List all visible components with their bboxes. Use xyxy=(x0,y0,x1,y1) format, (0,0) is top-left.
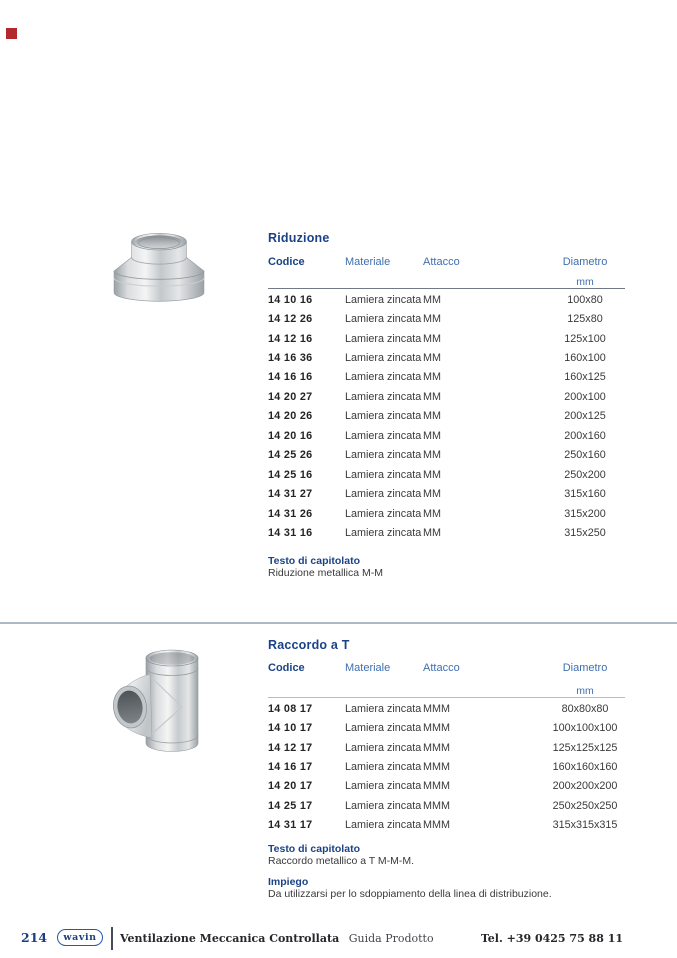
column-header-materiale: Materiale xyxy=(345,256,391,268)
cell-diametro: 200x200x200 xyxy=(552,780,618,793)
cell-attacco: MM xyxy=(423,507,441,520)
cell-attacco: MMM xyxy=(423,741,450,754)
cell-codice: 14 20 17 xyxy=(268,780,313,793)
cell-materiale: Lamiera zincata xyxy=(345,468,422,481)
cell-materiale: Lamiera zincata xyxy=(345,799,422,812)
cell-codice: 14 25 16 xyxy=(268,468,313,481)
spec-text: Riduzione metallica M-M xyxy=(268,567,383,579)
table-row xyxy=(268,777,625,796)
cell-codice: 14 31 26 xyxy=(268,507,313,520)
unit-label-mm: mm xyxy=(576,275,594,288)
cell-attacco: MMM xyxy=(423,702,450,715)
column-header-materiale: Materiale xyxy=(345,662,391,674)
cell-codice: 14 20 27 xyxy=(268,390,313,403)
cell-diametro: 250x160 xyxy=(564,449,606,462)
cell-codice: 14 12 17 xyxy=(268,741,313,754)
cell-diametro: 250x200 xyxy=(564,468,606,481)
cell-diametro: 250x250x250 xyxy=(552,799,618,812)
table-row xyxy=(268,329,625,348)
column-header-diametro: Diametro xyxy=(562,256,608,268)
cell-materiale: Lamiera zincata xyxy=(345,313,422,326)
cell-attacco: MM xyxy=(423,449,441,462)
footer-title-bold: Ventilazione Meccanica Controllata xyxy=(120,932,340,945)
column-header-diametro: Diametro xyxy=(562,662,608,674)
cell-diametro: 125x100 xyxy=(564,332,606,345)
cell-attacco: MM xyxy=(423,313,441,326)
section-divider xyxy=(0,622,677,624)
cell-attacco: MM xyxy=(423,488,441,501)
cell-materiale: Lamiera zincata xyxy=(345,741,422,754)
spec-text: Raccordo metallico a T M-M-M. xyxy=(268,855,415,867)
cell-materiale: Lamiera zincata xyxy=(345,702,422,715)
cell-materiale: Lamiera zincata xyxy=(345,819,422,832)
cell-diametro: 125x125x125 xyxy=(552,741,618,754)
cell-diametro: 315x160 xyxy=(564,488,606,501)
cell-codice: 14 31 17 xyxy=(268,819,313,832)
riduzione-table-body xyxy=(268,290,625,543)
cell-diametro: 200x160 xyxy=(564,429,606,442)
cell-diametro: 125x80 xyxy=(567,313,603,326)
footer-title-regular: Guida Prodotto xyxy=(348,932,434,945)
impiego-heading: Impiego xyxy=(268,876,309,888)
cell-materiale: Lamiera zincata xyxy=(345,722,422,735)
cell-diametro: 100x100x100 xyxy=(552,722,618,735)
cell-materiale: Lamiera zincata xyxy=(345,780,422,793)
riduzione-unit-row xyxy=(268,275,625,289)
cell-attacco: MM xyxy=(423,352,441,365)
raccordo-table-body xyxy=(268,699,625,835)
cell-attacco: MM xyxy=(423,468,441,481)
cell-codice: 14 16 17 xyxy=(268,761,313,774)
cell-codice: 14 25 17 xyxy=(268,799,313,812)
cell-codice: 14 16 16 xyxy=(268,371,313,384)
cell-diametro: 315x200 xyxy=(564,507,606,520)
cell-diametro: 160x160x160 xyxy=(552,761,618,774)
table-row xyxy=(268,426,625,445)
cell-materiale: Lamiera zincata xyxy=(345,526,422,539)
cell-codice: 14 31 27 xyxy=(268,488,313,501)
cell-attacco: MMM xyxy=(423,761,450,774)
spec-heading: Testo di capitolato xyxy=(268,555,360,567)
cell-diametro: 160x125 xyxy=(564,371,606,384)
table-row xyxy=(268,796,625,815)
raccordo-spec-block xyxy=(268,843,628,867)
cell-diametro: 315x250 xyxy=(564,526,606,539)
raccordo-unit-row xyxy=(268,684,625,698)
footer-phone: Tel. +39 0425 75 88 11 xyxy=(480,932,623,945)
cell-codice: 14 10 17 xyxy=(268,722,313,735)
cell-codice: 14 08 17 xyxy=(268,702,313,715)
table-row xyxy=(268,484,625,503)
cell-attacco: MMM xyxy=(423,799,450,812)
cell-diametro: 200x125 xyxy=(564,410,606,423)
table-row xyxy=(268,504,625,523)
cell-materiale: Lamiera zincata xyxy=(345,449,422,462)
cell-attacco: MM xyxy=(423,429,441,442)
page-number: 214 xyxy=(21,930,48,945)
cell-materiale: Lamiera zincata xyxy=(345,332,422,345)
cell-diametro: 200x100 xyxy=(564,390,606,403)
table-row xyxy=(268,699,625,718)
cell-codice: 14 20 26 xyxy=(268,410,313,423)
footer-document-title xyxy=(120,932,434,945)
cell-attacco: MM xyxy=(423,410,441,423)
table-row xyxy=(268,446,625,465)
cell-materiale: Lamiera zincata xyxy=(345,293,422,306)
cell-attacco: MM xyxy=(423,390,441,403)
table-row xyxy=(268,816,625,835)
table-row xyxy=(268,465,625,484)
table-row xyxy=(268,368,625,387)
cell-attacco: MM xyxy=(423,526,441,539)
table-row xyxy=(268,523,625,542)
cell-materiale: Lamiera zincata xyxy=(345,410,422,423)
column-header-codice: Codice xyxy=(268,256,305,268)
cell-materiale: Lamiera zincata xyxy=(345,390,422,403)
cell-diametro: 160x100 xyxy=(564,352,606,365)
cell-attacco: MM xyxy=(423,371,441,384)
unit-label-mm: mm xyxy=(576,684,594,697)
column-header-codice: Codice xyxy=(268,662,305,674)
cell-attacco: MMM xyxy=(423,780,450,793)
cell-diametro: 100x80 xyxy=(567,293,603,306)
cell-codice: 14 16 36 xyxy=(268,352,313,365)
cell-materiale: Lamiera zincata xyxy=(345,429,422,442)
cell-materiale: Lamiera zincata xyxy=(345,352,422,365)
cell-attacco: MMM xyxy=(423,722,450,735)
cell-codice: 14 20 16 xyxy=(268,429,313,442)
impiego-block xyxy=(268,876,628,900)
riduzione-product-image xyxy=(102,228,216,314)
cell-diametro: 80x80x80 xyxy=(561,702,609,715)
cell-attacco: MM xyxy=(423,293,441,306)
wavin-logo xyxy=(57,929,103,946)
column-header-attacco: Attacco xyxy=(423,662,460,674)
wavin-logo-text: wavin xyxy=(63,932,97,943)
cell-codice: 14 25 26 xyxy=(268,449,313,462)
column-header-attacco: Attacco xyxy=(423,256,460,268)
section-title-raccordo-a-t: Raccordo a T xyxy=(268,638,350,652)
cell-materiale: Lamiera zincata xyxy=(345,761,422,774)
raccordo-t-product-image xyxy=(110,646,206,754)
raccordo-table-header xyxy=(268,662,625,674)
cell-codice: 14 10 16 xyxy=(268,293,313,306)
table-row xyxy=(268,348,625,367)
impiego-text: Da utilizzarsi per lo sdoppiamento della linea di distribuzione. xyxy=(268,888,552,900)
cell-attacco: MMM xyxy=(423,819,450,832)
table-row xyxy=(268,387,625,406)
page-corner-marker xyxy=(6,28,17,39)
table-row xyxy=(268,718,625,737)
cell-materiale: Lamiera zincata xyxy=(345,371,422,384)
cell-attacco: MM xyxy=(423,332,441,345)
table-row xyxy=(268,757,625,776)
cell-codice: 14 12 16 xyxy=(268,332,313,345)
cell-codice: 14 31 16 xyxy=(268,526,313,539)
cell-diametro: 315x315x315 xyxy=(552,819,618,832)
cell-materiale: Lamiera zincata xyxy=(345,488,422,501)
riduzione-spec-block xyxy=(268,555,628,579)
table-row xyxy=(268,738,625,757)
table-row xyxy=(268,309,625,328)
cell-materiale: Lamiera zincata xyxy=(345,507,422,520)
section-title-riduzione: Riduzione xyxy=(268,231,330,245)
table-row xyxy=(268,407,625,426)
spec-heading: Testo di capitolato xyxy=(268,843,360,855)
cell-codice: 14 12 26 xyxy=(268,313,313,326)
table-row xyxy=(268,290,625,309)
footer-divider-bar xyxy=(111,927,113,950)
riduzione-table-header xyxy=(268,256,625,268)
